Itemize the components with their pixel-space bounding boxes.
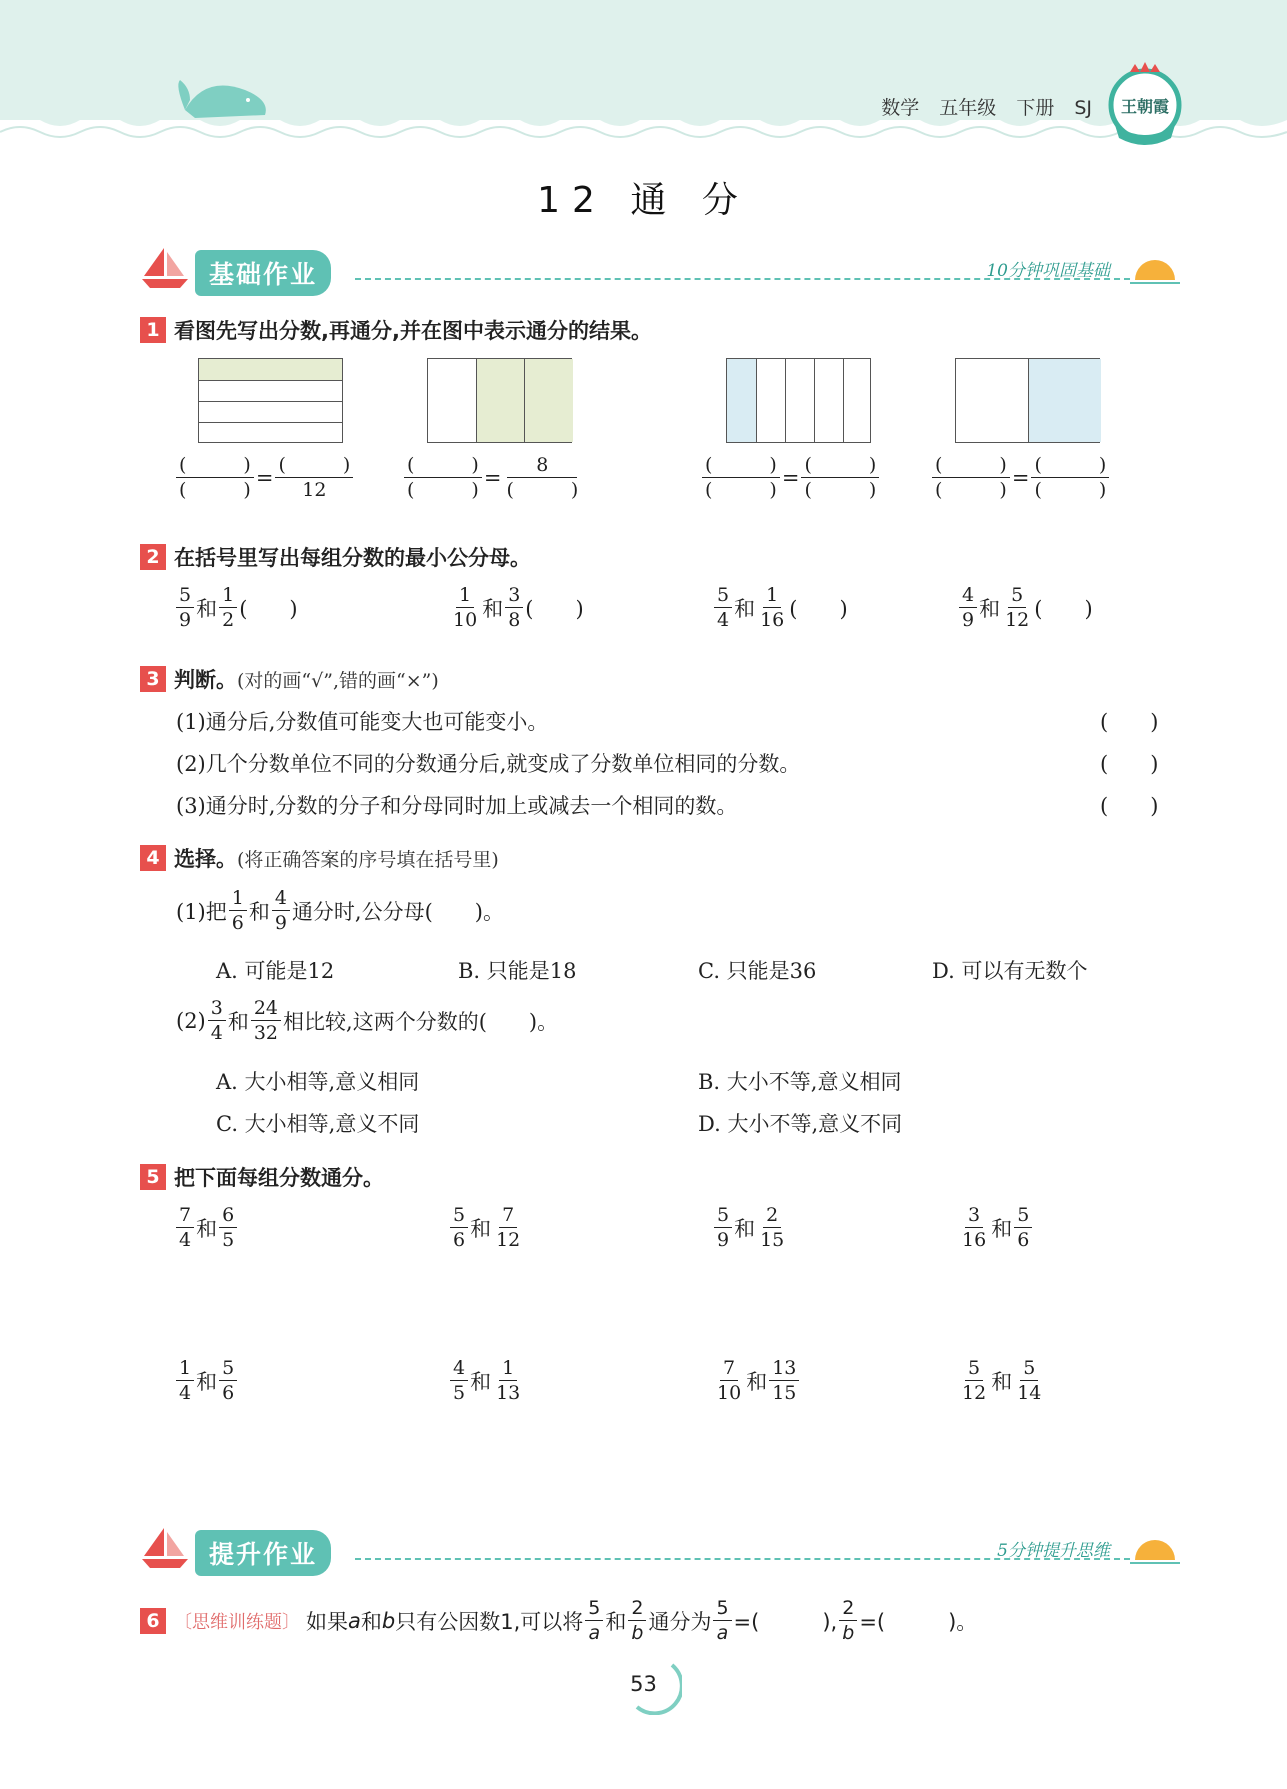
q4-p1-option-b[interactable]: B. 只能是18 — [458, 959, 577, 983]
q5-heading — [140, 1162, 384, 1192]
q4-p1-option-c[interactable]: C. 只能是36 — [698, 959, 817, 983]
q4-p2-option-c[interactable]: C. 大小相等,意义不同 — [216, 1112, 420, 1136]
header-band — [0, 0, 1287, 160]
q2-item-4: $\frac{4}{9}$ 和 $\frac{5}{12}$ ( ) — [957, 585, 1093, 630]
q4-hint: (将正确答案的序号填在括号里) — [237, 848, 499, 871]
q4-heading — [140, 843, 499, 873]
q4-p2-option-a[interactable]: A. 大小相等,意义相同 — [216, 1070, 420, 1094]
section-advanced-banner — [140, 1526, 1180, 1576]
q1-figure-1 — [198, 358, 343, 443]
page-number: 53 — [630, 1672, 657, 1696]
section-advanced-label: 提升作业 — [195, 1530, 331, 1576]
brand-text: 王朝霞 — [1120, 97, 1170, 116]
q3-text: 判断。 — [174, 668, 237, 692]
q5-row1-item-3: $\frac{5}{9}$ 和 $\frac{2}{15}$ — [712, 1205, 789, 1250]
q1-figure-2 — [427, 358, 572, 443]
sunset-icon — [1130, 1536, 1180, 1566]
q5-row2-item-1: $\frac{1}{4}$ 和 $\frac{5}{6}$ — [174, 1358, 239, 1403]
q2-heading — [140, 542, 531, 572]
q1-equation-1: $\frac{( )}{( )}$ = $\frac{( )}{12}$ — [174, 455, 355, 500]
q4-number: 4 — [140, 845, 166, 871]
q1-number: 1 — [140, 317, 166, 343]
page-title: 12 通 分 — [537, 180, 750, 221]
q1-equation-2: $\frac{( )}{( )}$ = $\frac{8}{( )}$ — [402, 455, 583, 500]
section-basic-note: 10分钟巩固基础 — [986, 261, 1110, 281]
q2-item-1: $\frac{5}{9}$ 和 $\frac{1}{2}$ ( ) — [174, 585, 298, 630]
sailboat-icon — [140, 246, 190, 291]
brand-logo-icon — [1105, 60, 1185, 150]
given-denominator-12: 12 — [302, 479, 327, 501]
q3-hint: (对的画“√”,错的画“×”) — [237, 669, 439, 692]
q4-p2-option-b[interactable]: B. 大小不等,意义相同 — [698, 1070, 902, 1094]
q2-number: 2 — [140, 544, 166, 570]
q4-part-2: (2) $\frac{3}{4}$ 和 $\frac{24}{32}$ 相比较,这两个分数的( )。 — [176, 997, 559, 1044]
q6-number: 6 — [140, 1608, 166, 1634]
q2-item-3: $\frac{5}{4}$ 和 $\frac{1}{16}$ ( ) — [712, 585, 848, 630]
q6-row: 6 〔思维训练题〕 如果 a 和 b 只有公因数1,可以将 $\frac{5}{a}$ 和 $\frac{2}{b}$ 通分为 $\frac{5}{a}$ =( ), $\frac{2}{b}$ =( )。 — [140, 1598, 977, 1643]
q5-number: 5 — [140, 1164, 166, 1190]
q1-equation-4: $\frac{( )}{( )}$ = $\frac{( )}{( )}$ — [930, 455, 1111, 500]
volume-label: 下册 — [1016, 97, 1055, 119]
q6-tag: 〔思维训练题〕 — [174, 1611, 300, 1633]
grade-label: 五年级 — [939, 97, 997, 119]
q5-text: 把下面每组分数通分。 — [174, 1166, 384, 1190]
q3-number: 3 — [140, 666, 166, 692]
q3-heading — [140, 664, 439, 694]
sunset-icon — [1130, 256, 1180, 286]
q4-p2-option-d[interactable]: D. 大小不等,意义不同 — [698, 1112, 903, 1136]
q5-row1-item-4: $\frac{3}{16}$ 和 $\frac{5}{6}$ — [957, 1205, 1034, 1250]
q4-p1-option-a[interactable]: A. 可能是12 — [216, 959, 335, 983]
edition-label: SJ — [1074, 97, 1092, 119]
q2-text: 在括号里写出每组分数的最小公分母。 — [174, 546, 531, 570]
q4-part-1: (1)把 $\frac{1}{6}$ 和 $\frac{4}{9}$ 通分时,公分母( )。 — [176, 887, 504, 934]
given-numerator-8: 8 — [507, 455, 577, 478]
q3-answer-1: ( ) — [1100, 710, 1159, 734]
section-advanced-note: 5分钟提升思维 — [997, 1541, 1110, 1561]
q2-item-2: $\frac{1}{10}$ 和 $\frac{3}{8}$ ( ) — [453, 584, 584, 631]
q3-answer-2: ( ) — [1100, 752, 1159, 776]
section-basic-label: 基础作业 — [195, 250, 331, 296]
q4-p1-option-d[interactable]: D. 可以有无数个 — [932, 959, 1088, 983]
q1-figure-3 — [726, 358, 871, 443]
q1-text: 看图先写出分数,再通分,并在图中表示通分的结果。 — [174, 319, 652, 343]
q3-answer-3: ( ) — [1100, 794, 1159, 818]
sailboat-icon — [140, 1526, 190, 1571]
q5-row2-item-4: $\frac{5}{12}$ 和 $\frac{5}{14}$ — [962, 1357, 1042, 1404]
q5-row2-item-2: $\frac{4}{5}$ 和 $\frac{1}{13}$ — [448, 1358, 525, 1403]
section-basic-banner — [140, 246, 1180, 296]
q5-row1-item-2: $\frac{5}{6}$ 和 $\frac{7}{12}$ — [448, 1205, 525, 1250]
q5-row2-item-3: $\frac{7}{10}$ 和 $\frac{13}{15}$ — [712, 1358, 801, 1403]
header-meta — [861, 93, 1092, 120]
subject-label: 数学 — [881, 97, 920, 119]
q4-text: 选择。 — [174, 847, 237, 871]
q3-item-3: (3)通分时,分数的分子和分母同时加上或减去一个相同的数。 — [176, 794, 738, 818]
q3-item-1: (1)通分后,分数值可能变大也可能变小。 — [176, 710, 549, 734]
q1-equation-3: $\frac{( )}{( )}$ = $\frac{( )}{( )}$ — [700, 455, 881, 500]
q5-row1-item-1: $\frac{7}{4}$ 和 $\frac{6}{5}$ — [174, 1205, 239, 1250]
q1-heading — [140, 315, 652, 345]
q1-figure-4 — [955, 358, 1100, 443]
q3-item-2: (2)几个分数单位不同的分数通分后,就变成了分数单位相同的分数。 — [176, 752, 801, 776]
